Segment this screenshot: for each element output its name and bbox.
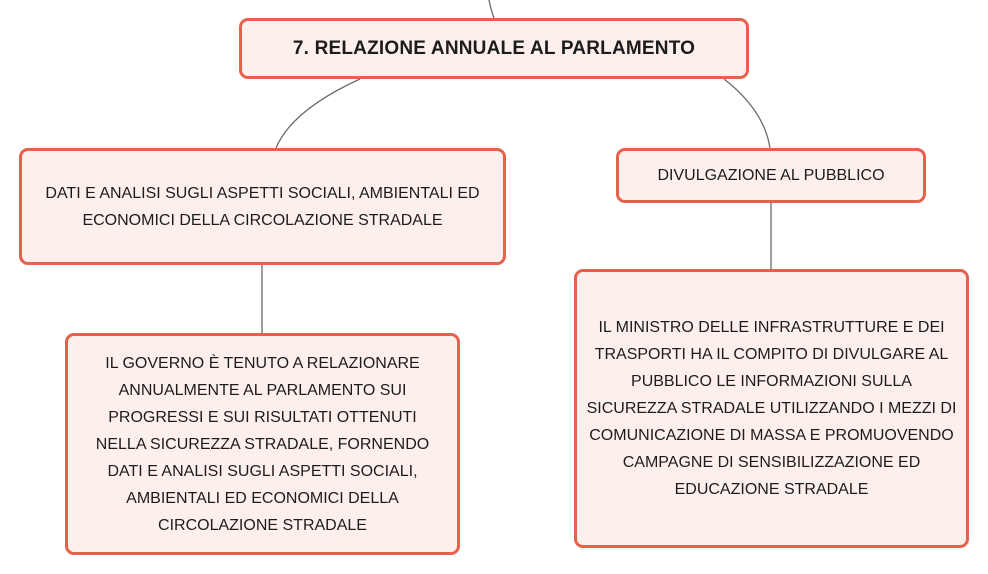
left-branch-label: DATI E ANALISI SUGLI ASPETTI SOCIALI, AMBIENTALI ED ECONOMICI DELLA CIRCOLAZIONE STRADALE bbox=[45, 184, 480, 229]
right-child-text: IL MINISTRO DELLE INFRASTRUTTURE E DEI TRASPORTI HA IL COMPITO DI DIVULGARE AL PUBBLICO LE INFORMAZIONI SULLA SICUREZZA STRADALE UTILIZZANDO I MEZZI DI COMUNICAZIONE DI MASSA E PROMUOVENDO CAMPAGNE DI SENSIBILIZZAZIONE ED EDUCAZIONE STRADALE bbox=[586, 319, 957, 498]
root-node-label: 7. RELAZIONE ANNUALE AL PARLAMENTO bbox=[292, 38, 696, 59]
right-branch-label: DIVULGAZIONE AL PUBBLICO bbox=[657, 167, 885, 184]
right-branch-node[interactable] bbox=[616, 148, 926, 203]
root-node[interactable] bbox=[239, 18, 749, 79]
right-child-node[interactable] bbox=[574, 269, 969, 548]
connector-root-to-right-branch bbox=[724, 79, 770, 148]
left-branch-node[interactable] bbox=[19, 148, 506, 265]
left-child-node[interactable] bbox=[65, 333, 460, 555]
connector-parent-to-root bbox=[489, 0, 494, 18]
left-child-text: IL GOVERNO È TENUTO A RELAZIONARE ANNUALMENTE AL PARLAMENTO SUI PROGRESSI E SUI RISULTATI OTTENUTI NELLA SICUREZZA STRADALE, FORNENDO DATI E ANALISI SUGLI ASPETTI SOCIALI, AMBIENTALI ED ECONOMICI DELLA CIRCOLAZIONE STRADALE bbox=[95, 354, 430, 534]
connector-root-to-left-branch bbox=[276, 79, 360, 148]
